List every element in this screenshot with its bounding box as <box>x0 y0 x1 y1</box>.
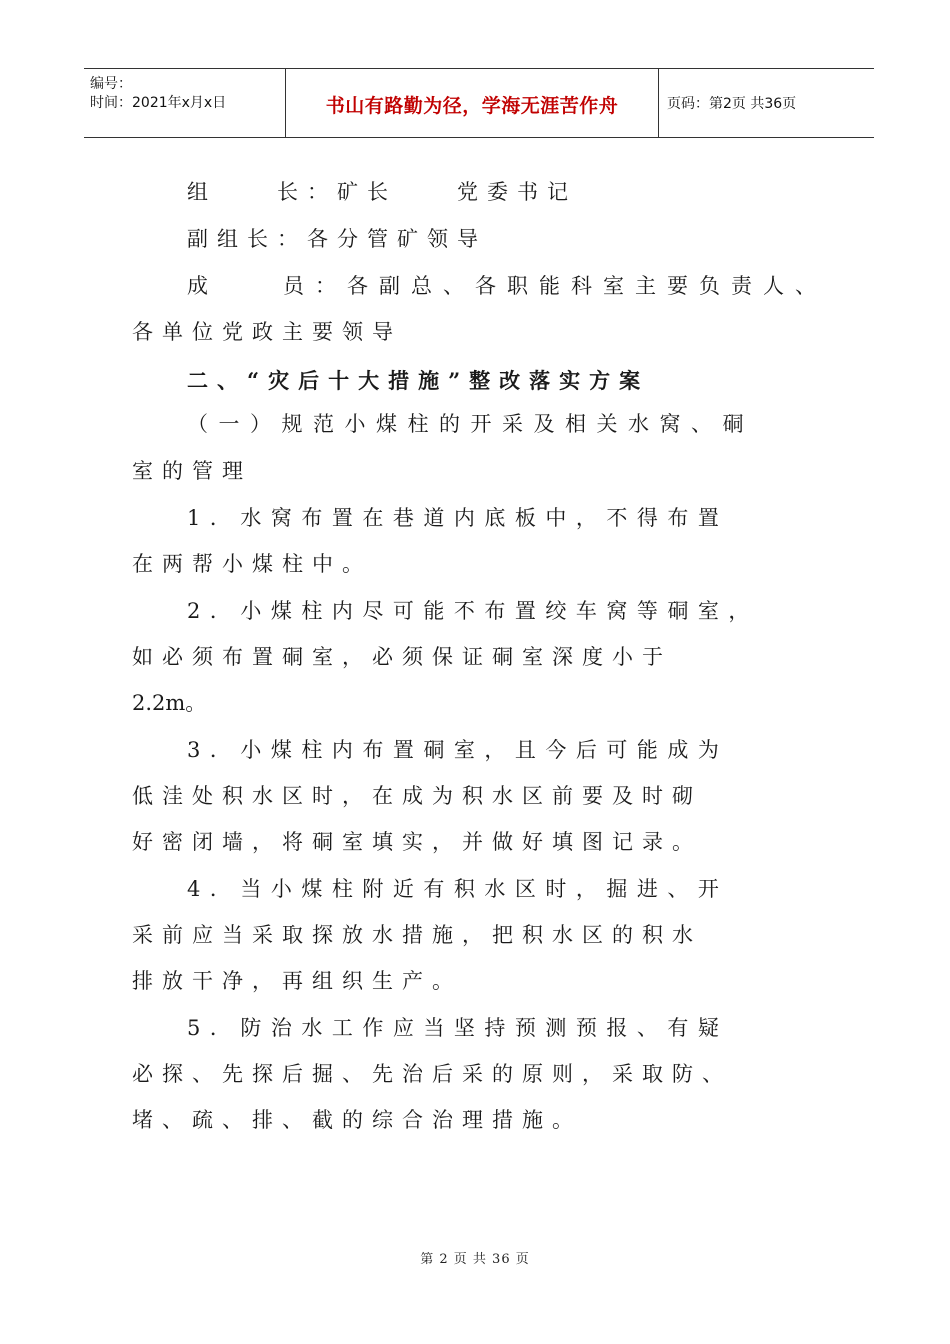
header-meta-cell <box>84 69 286 137</box>
body-line: 如必须布置硐室，必须保证硐室深度小于 <box>132 645 672 669</box>
body-line: 采前应当采取探放水措施，把积水区的积水 <box>132 923 702 947</box>
body-line: 各单位党政主要领导 <box>132 320 402 344</box>
page-footer: 第 2 页 共 36 页 <box>420 1252 530 1267</box>
body-line: 4．当小煤柱附近有积水区时，掘进、开 <box>187 877 729 901</box>
header-page-cell <box>659 69 874 137</box>
body-line: （一）规范小煤柱的开采及相关水窝、硐 <box>187 412 754 436</box>
body-line: 副组长：各分管矿领导 <box>187 227 487 251</box>
header-motto-cell <box>286 69 659 137</box>
body-line: 组 长：矿长 党委书记 <box>187 180 577 204</box>
body-line: 在两帮小煤柱中。 <box>132 552 372 576</box>
page-label: 页码：第2页 共36页 <box>667 96 797 112</box>
body-line: 1．水窝布置在巷道内底板中，不得布置 <box>187 506 729 530</box>
document-header <box>84 68 874 138</box>
body-line: 好密闭墙，将硐室填实，并做好填图记录。 <box>132 830 702 854</box>
body-line: 低洼处积水区时，在成为积水区前要及时砌 <box>132 784 702 808</box>
time-label: 时间：2021年x月x日 <box>90 95 227 111</box>
section-heading: 二、“灾后十大措施”整改落实方案 <box>187 368 650 393</box>
body-line: 排放干净，再组织生产。 <box>132 969 462 993</box>
body-line: 2.2m。 <box>132 691 207 715</box>
body-line: 室的管理 <box>132 459 252 483</box>
body-line: 必探、先探后掘、先治后采的原则，采取防、 <box>132 1062 732 1086</box>
serial-label: 编号： <box>90 76 132 92</box>
body-line: 成 员：各副总、各职能科室主要负责人、 <box>187 274 827 298</box>
motto-text: 书山有路勤为径，学海无涯苦作舟 <box>325 95 619 117</box>
body-line: 堵、疏、排、截的综合治理措施。 <box>132 1108 582 1132</box>
body-line: 5．防治水工作应当坚持预测预报、有疑 <box>187 1016 729 1040</box>
body-line: 2．小煤柱内尽可能不布置绞车窝等硐室， <box>187 599 759 623</box>
body-line: 3．小煤柱内布置硐室，且今后可能成为 <box>187 738 729 762</box>
